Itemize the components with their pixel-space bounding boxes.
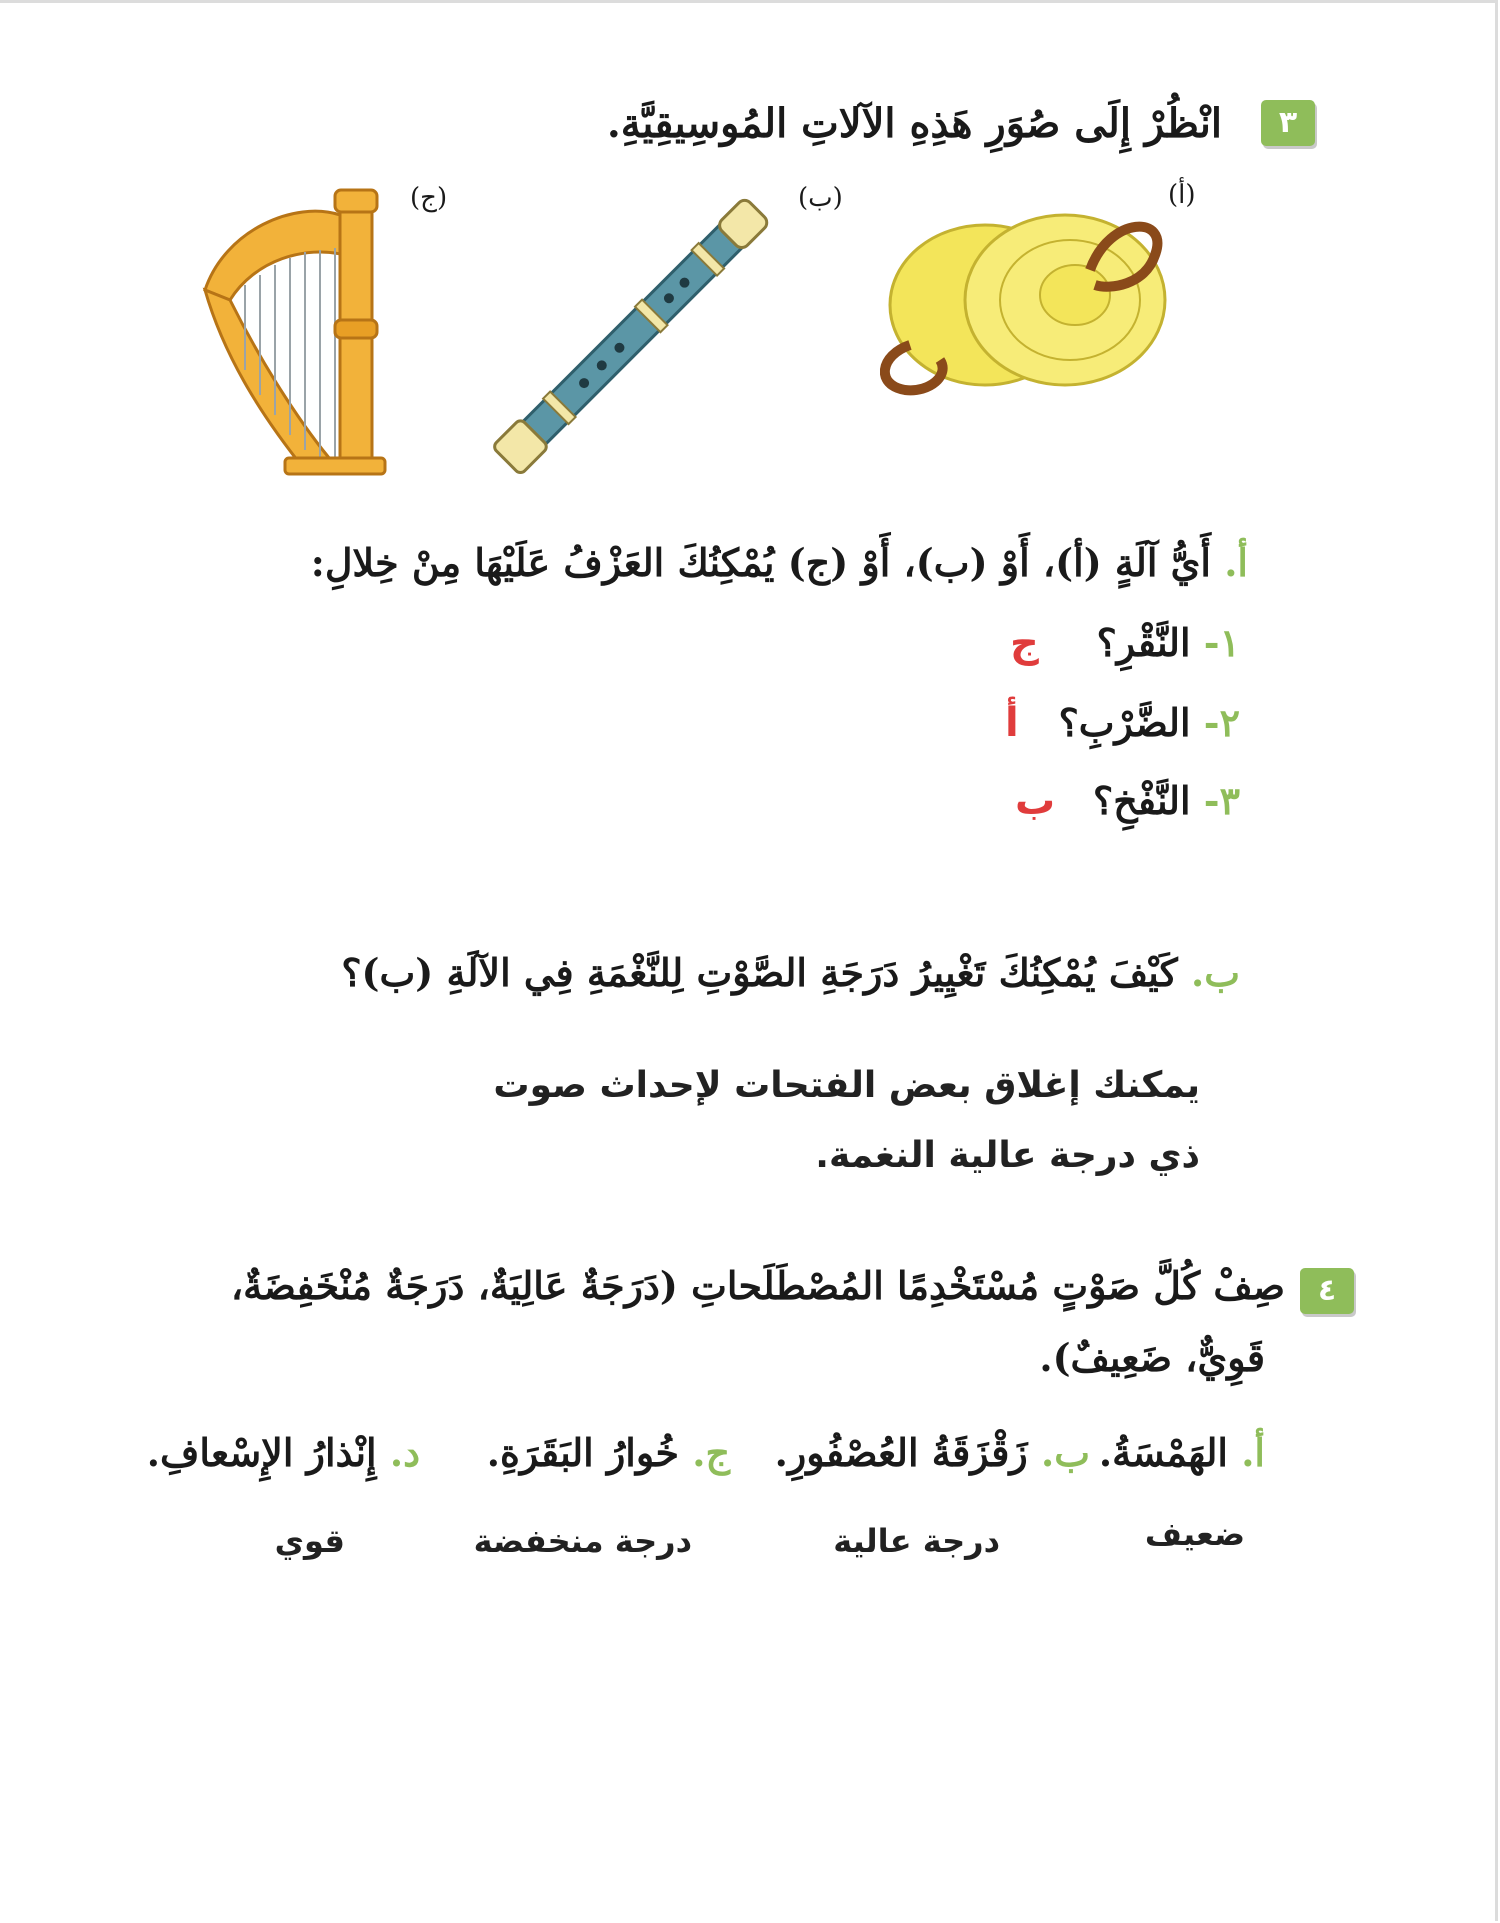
cymbals-image xyxy=(880,195,1180,415)
part-b-answer-line-1: يمكنك إغلاق بعض الفتحات لإحداث صوت xyxy=(493,1065,1200,1106)
question-3-prompt: انْظُرْ إِلَى صُوَرِ هَذِهِ الآلاتِ المُوسِيقِيَّةِ. xyxy=(606,100,1222,147)
q4-item-d: د. إِنْذارُ الإِسْعافِ. xyxy=(146,1430,420,1475)
part-b-question xyxy=(341,950,1240,995)
part-a-text: أَيُّ آلَةٍ (أ)، أَوْ (ب)، أَوْ (ج) يُمْكِنُكَ العَزْفُ عَلَيْهَا مِنْ خِلالِ: xyxy=(310,540,1211,585)
recorder-image xyxy=(485,185,785,485)
question-number-badge-4: ٤ xyxy=(1300,1268,1354,1314)
part-a-letter: أ. xyxy=(1224,540,1248,585)
part-a-item-1: ١- النَّقْرِ؟ xyxy=(1096,620,1240,665)
question-4-prompt-line-2: قَوِيٌّ، ضَعِيفٌ). xyxy=(1039,1335,1265,1380)
harp-image xyxy=(185,180,415,480)
label-b: (ب) xyxy=(798,183,843,213)
part-b-text: كَيْفَ يُمْكِنُكَ تَغْيِيرُ دَرَجَةِ الصَّوْتِ لِلنَّغْمَةِ فِي الآلَةِ (ب)؟ xyxy=(341,950,1178,995)
q4-answer-b: درجة عالية xyxy=(833,1522,1000,1560)
part-a-answer-3: ب xyxy=(1015,778,1056,824)
label-a: (أ) xyxy=(1168,180,1196,210)
q4-item-a: أ. الهَمْسَةُ. xyxy=(1098,1430,1265,1475)
label-c: (ج) xyxy=(410,183,448,213)
part-a-item-3: ٣- النَّفْخِ؟ xyxy=(1093,778,1240,823)
q4-item-b: ب. زَقْزَقَةُ العُصْفُورِ. xyxy=(774,1430,1090,1475)
question-number-badge-3: ٣ xyxy=(1261,100,1315,146)
q4-item-c: ج. خُوارُ البَقَرَةِ. xyxy=(486,1430,730,1475)
question-4-prompt-line-1: صِفْ كُلَّ صَوْتٍ مُسْتَخْدِمًا المُصْطَلَحاتِ (دَرَجَةٌ عَالِيَةٌ، دَرَجَةٌ مُنْخَفِضَةٌ، xyxy=(230,1263,1285,1308)
q4-answer-a: ضعيف xyxy=(1144,1515,1245,1553)
part-a-answer-1: ج xyxy=(1010,620,1039,666)
part-a-item-2: ٢- الضَّرْبِ؟ xyxy=(1058,700,1240,745)
q4-answer-c: درجة منخفضة xyxy=(473,1522,692,1560)
q4-answer-d: قوي xyxy=(274,1522,345,1560)
part-a-answer-2: أ xyxy=(1005,700,1019,746)
part-b-answer-line-2: ذي درجة عالية النغمة. xyxy=(815,1135,1200,1176)
part-b-letter: ب. xyxy=(1190,950,1240,995)
part-a-question xyxy=(311,540,1248,585)
